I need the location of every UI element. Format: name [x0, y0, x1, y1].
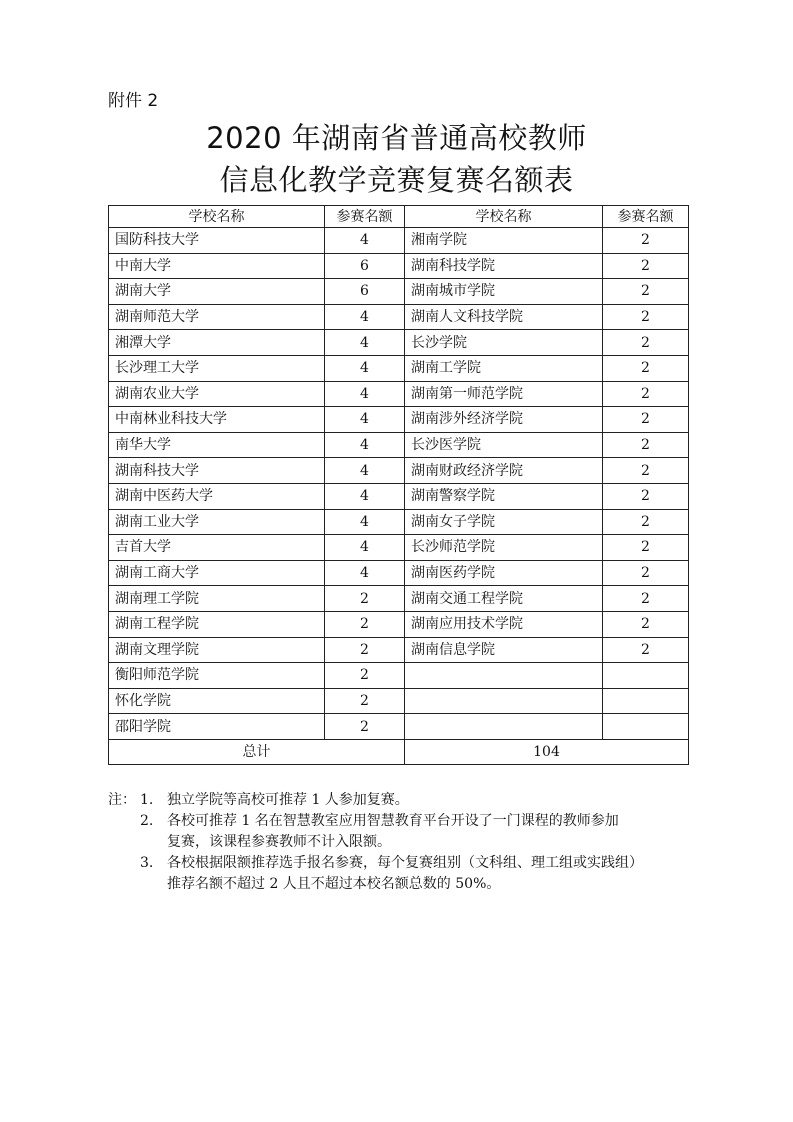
table-row	[109, 483, 689, 509]
school-name-cell: 湖南工程学院	[109, 611, 325, 637]
school-name-cell: 湖南应用技术学院	[405, 611, 603, 637]
note-lead	[108, 832, 140, 853]
quota-cell: 2	[603, 407, 689, 433]
quota-cell: 4	[325, 407, 405, 433]
quota-cell: 4	[325, 228, 405, 254]
school-name-cell: 长沙师范学院	[405, 535, 603, 561]
quota-cell: 2	[325, 611, 405, 637]
quota-cell: 2	[603, 483, 689, 509]
note-text: 各校根据限额推荐选手报名参赛，每个复赛组别（文科组、理工组或实践组）	[167, 855, 643, 871]
school-name-cell	[405, 688, 603, 714]
table-row	[109, 714, 689, 740]
table-row	[109, 381, 689, 407]
quota-cell: 2	[603, 535, 689, 561]
note-lead	[108, 811, 140, 832]
note-index: 3.	[140, 855, 154, 871]
school-name-cell: 湖南科技大学	[109, 458, 325, 484]
table-row	[109, 586, 689, 612]
column-header-school-name: 学校名称	[405, 206, 603, 228]
document-title-line2: 信息化教学竞赛复赛名额表	[219, 163, 574, 197]
school-name-cell: 湘南学院	[405, 228, 603, 254]
note-text: 独立学院等高校可推荐 1 人参加复赛。	[167, 792, 409, 808]
table-header-row	[109, 206, 689, 228]
quota-cell: 2	[603, 586, 689, 612]
document-title-line1: 2020 年湖南省普通高校教师	[206, 121, 587, 155]
school-name-cell: 湖南工业大学	[109, 509, 325, 535]
table-row	[109, 509, 689, 535]
table-row	[109, 407, 689, 433]
quota-cell: 4	[325, 432, 405, 458]
quota-cell: 2	[325, 586, 405, 612]
note-index: 1.	[140, 792, 154, 808]
quota-cell: 2	[325, 688, 405, 714]
quota-cell: 4	[325, 483, 405, 509]
school-name-cell: 湖南第一师范学院	[405, 381, 603, 407]
school-name-cell: 湖南交通工程学院	[405, 586, 603, 612]
quota-cell: 2	[603, 355, 689, 381]
column-header-quota: 参赛名额	[603, 206, 689, 228]
note-index	[140, 832, 167, 853]
note-line	[108, 874, 698, 895]
table-row	[109, 279, 689, 305]
quota-cell: 4	[325, 535, 405, 561]
quota-cell: 4	[325, 560, 405, 586]
quota-cell: 6	[325, 253, 405, 279]
school-name-cell: 湖南医药学院	[405, 560, 603, 586]
quota-cell: 2	[603, 253, 689, 279]
school-name-cell: 湘潭大学	[109, 330, 325, 356]
school-name-cell: 湖南文理学院	[109, 637, 325, 663]
note-lead	[108, 853, 140, 874]
school-name-cell: 吉首大学	[109, 535, 325, 561]
table-row	[109, 253, 689, 279]
note-index: 2.	[140, 813, 154, 829]
school-name-cell: 湖南理工学院	[109, 586, 325, 612]
school-name-cell: 湖南警察学院	[405, 483, 603, 509]
school-name-cell: 中南林业科技大学	[109, 407, 325, 433]
table-row	[109, 637, 689, 663]
quota-cell: 4	[325, 330, 405, 356]
table-row	[109, 355, 689, 381]
quota-cell: 2	[603, 560, 689, 586]
school-name-cell: 长沙医学院	[405, 432, 603, 458]
quota-cell: 6	[325, 279, 405, 305]
attachment-label: 附件 2	[108, 91, 159, 111]
school-name-cell: 湖南女子学院	[405, 509, 603, 535]
quota-cell: 2	[603, 279, 689, 305]
note-index	[140, 874, 167, 895]
column-header-school-name: 学校名称	[109, 206, 325, 228]
school-name-cell: 中南大学	[109, 253, 325, 279]
quota-cell	[603, 688, 689, 714]
note-text: 推荐名额不超过 2 人且不超过本校名额总数的 50%。	[167, 876, 501, 892]
quota-cell: 2	[603, 381, 689, 407]
quota-cell: 4	[325, 458, 405, 484]
note-text: 复赛，该课程参赛教师不计入限额。	[167, 834, 391, 850]
note-line	[108, 832, 698, 853]
school-name-cell: 湖南人文科技学院	[405, 304, 603, 330]
quota-cell	[603, 714, 689, 740]
quota-cell: 2	[603, 637, 689, 663]
note-lead: 注：	[108, 792, 136, 808]
quota-cell: 2	[325, 663, 405, 689]
school-name-cell: 湖南大学	[109, 279, 325, 305]
table-body	[109, 228, 689, 740]
total-row	[109, 739, 689, 765]
school-name-cell: 长沙学院	[405, 330, 603, 356]
quota-cell: 2	[603, 432, 689, 458]
school-name-cell: 湖南科技学院	[405, 253, 603, 279]
note-lead	[108, 874, 140, 895]
quota-cell: 4	[325, 381, 405, 407]
table-row	[109, 330, 689, 356]
total-label: 总计	[109, 739, 405, 765]
total-value: 104	[405, 739, 689, 765]
school-name-cell: 湖南涉外经济学院	[405, 407, 603, 433]
school-name-cell: 怀化学院	[109, 688, 325, 714]
school-name-cell: 湖南农业大学	[109, 381, 325, 407]
table-row	[109, 535, 689, 561]
quota-cell: 2	[325, 637, 405, 663]
quota-table	[108, 205, 689, 765]
school-name-cell: 湖南中医药大学	[109, 483, 325, 509]
school-name-cell: 湖南城市学院	[405, 279, 603, 305]
note-line	[108, 790, 698, 811]
quota-cell: 4	[325, 304, 405, 330]
school-name-cell: 湖南师范大学	[109, 304, 325, 330]
table-row	[109, 611, 689, 637]
school-name-cell: 衡阳师范学院	[109, 663, 325, 689]
school-name-cell	[405, 663, 603, 689]
table-row	[109, 228, 689, 254]
table-row	[109, 304, 689, 330]
school-name-cell: 国防科技大学	[109, 228, 325, 254]
school-name-cell: 湖南工学院	[405, 355, 603, 381]
quota-cell: 2	[603, 458, 689, 484]
school-name-cell: 湖南信息学院	[405, 637, 603, 663]
notes-section	[108, 790, 698, 895]
table-row	[109, 432, 689, 458]
quota-cell: 2	[603, 304, 689, 330]
school-name-cell	[405, 714, 603, 740]
school-name-cell: 湖南财政经济学院	[405, 458, 603, 484]
table-row	[109, 560, 689, 586]
quota-cell: 2	[325, 714, 405, 740]
quota-cell: 2	[603, 509, 689, 535]
school-name-cell: 邵阳学院	[109, 714, 325, 740]
table-row	[109, 458, 689, 484]
table-row	[109, 663, 689, 689]
quota-cell	[603, 663, 689, 689]
school-name-cell: 南华大学	[109, 432, 325, 458]
note-line	[108, 853, 698, 874]
table-row	[109, 688, 689, 714]
column-header-quota: 参赛名额	[325, 206, 405, 228]
quota-cell: 4	[325, 509, 405, 535]
note-line	[108, 811, 698, 832]
quota-cell: 2	[603, 228, 689, 254]
quota-cell: 2	[603, 611, 689, 637]
quota-cell: 2	[603, 330, 689, 356]
school-name-cell: 长沙理工大学	[109, 355, 325, 381]
school-name-cell: 湖南工商大学	[109, 560, 325, 586]
note-text: 各校可推荐 1 名在智慧教室应用智慧教育平台开设了一门课程的教师参加	[167, 813, 619, 829]
quota-cell: 4	[325, 355, 405, 381]
